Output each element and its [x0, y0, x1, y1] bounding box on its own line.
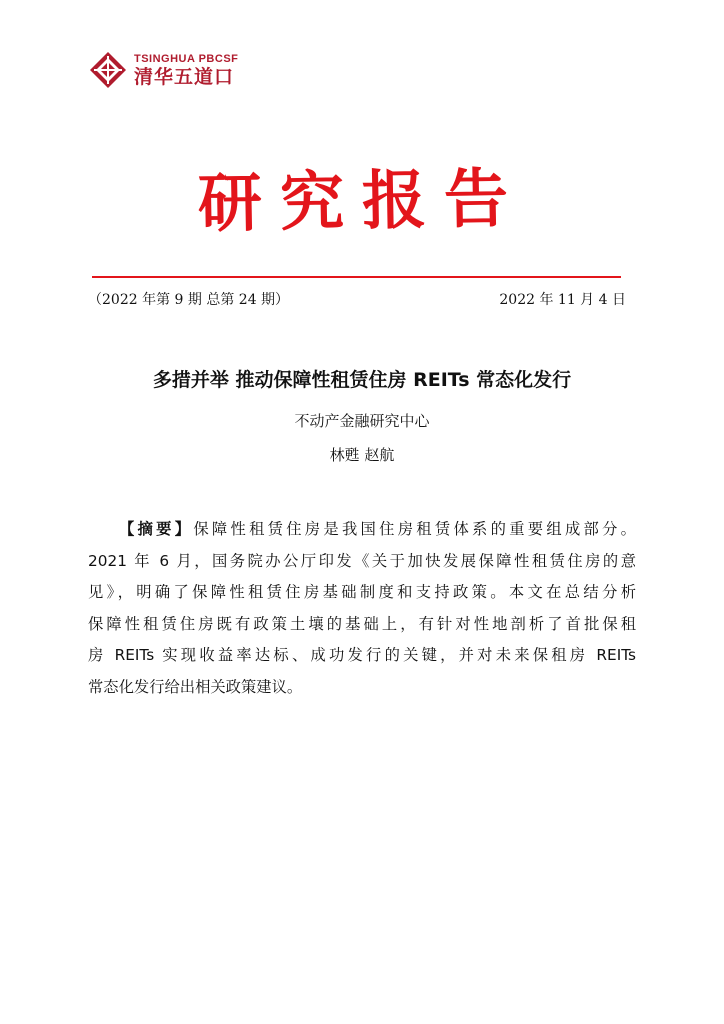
abstract-line	[88, 514, 636, 546]
header-divider	[92, 276, 621, 278]
authors: 林甦 赵航	[329, 446, 395, 464]
issue-number: （2022 年第 9 期 总第 24 期）	[88, 292, 290, 308]
pbcsf-logo-icon	[88, 50, 128, 90]
abstract-text: 保障性租赁住房是我国住房租赁体系的重要组成部分。	[193, 520, 636, 538]
abstract-label: 【摘要】	[119, 520, 194, 538]
department: 不动产金融研究中心	[294, 412, 430, 430]
abstract-line: 常态化发行给出相关政策建议。	[88, 677, 303, 696]
logo	[88, 50, 238, 90]
abstract-line: 2021 年 6 月，国务院办公厅印发《关于加快发展保障性租赁住房的意	[88, 551, 636, 570]
report-title: 研究报告	[197, 161, 527, 242]
logo-chinese-text: 清华五道口	[134, 65, 235, 88]
abstract	[88, 514, 636, 703]
abstract-line: 保障性租赁住房既有政策土壤的基础上，有针对性地剖析了首批保租	[88, 614, 636, 633]
article-title: 多措并举 推动保障性租赁住房 REITs 常态化发行	[152, 369, 572, 391]
abstract-line: 见》，明确了保障性租赁住房基础制度和支持政策。本文在总结分析	[88, 583, 636, 601]
abstract-line: 房 REITs 实现收益率达标、成功发行的关键，并对未来保租房 REITs	[88, 646, 636, 664]
publish-date: 2022 年 11 月 4 日	[499, 292, 626, 308]
logo-english-text: TSINGHUA PBCSF	[134, 52, 239, 65]
